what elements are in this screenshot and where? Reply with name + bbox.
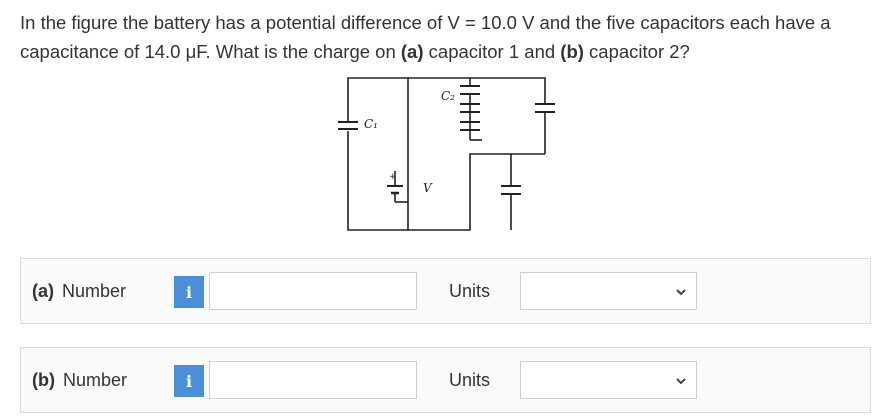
capacitor-2-label: C₂ bbox=[441, 89, 455, 103]
question-line-2 bbox=[20, 37, 880, 66]
question-line-2-start: capacitance of 14.0 μF. What is the charge on bbox=[20, 41, 401, 62]
number-label-a: Number bbox=[62, 281, 127, 301]
answer-label-a bbox=[32, 281, 126, 302]
question-line-2-mid: capacitor 1 and bbox=[423, 41, 561, 62]
question-line-1: In the figure the battery has a potential difference of V = 10.0 V and the five capacitors each have a bbox=[20, 12, 831, 33]
circuit-diagram bbox=[330, 76, 570, 236]
circuit-wire-left-loop bbox=[348, 78, 408, 230]
number-input-a[interactable] bbox=[209, 272, 417, 310]
number-label-b: Number bbox=[62, 370, 128, 390]
circuit-wire-right-bottom bbox=[511, 154, 545, 186]
info-icon[interactable]: i bbox=[174, 365, 204, 397]
units-label-a: Units bbox=[449, 281, 491, 301]
info-icon[interactable]: i bbox=[174, 276, 204, 308]
number-input-b[interactable] bbox=[209, 361, 417, 399]
circuit-wire-top-right bbox=[408, 78, 470, 86]
chevron-down-icon bbox=[675, 286, 687, 298]
units-label-b: Units bbox=[449, 370, 491, 390]
units-select-a[interactable] bbox=[520, 272, 697, 310]
battery-plus-sign: + bbox=[389, 172, 397, 182]
battery-voltage-label: V bbox=[423, 181, 432, 195]
question-part-a-tag: (a) bbox=[400, 41, 424, 62]
circuit-wire-right-loop bbox=[470, 78, 545, 104]
units-select-b[interactable] bbox=[520, 361, 697, 399]
question-part-b-tag: (b) bbox=[560, 41, 584, 62]
part-tag-a: (a) bbox=[32, 281, 54, 301]
answer-label-b bbox=[32, 370, 127, 391]
question-line-2-end: capacitor 2? bbox=[583, 41, 690, 62]
part-tag-b: (b) bbox=[32, 370, 55, 390]
chevron-down-icon bbox=[675, 375, 687, 387]
answer-row-a bbox=[20, 258, 871, 324]
answer-row-b bbox=[20, 347, 871, 413]
capacitor-1-label: C₁ bbox=[364, 117, 378, 131]
question-text bbox=[20, 8, 880, 66]
